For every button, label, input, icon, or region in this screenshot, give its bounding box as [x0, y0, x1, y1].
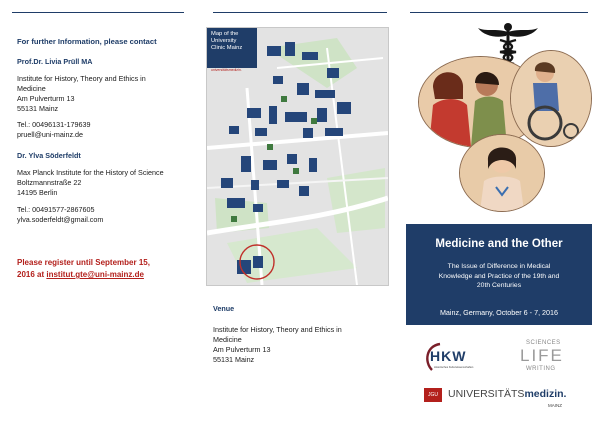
person1-address-2: Medicine — [17, 84, 46, 93]
cover-date: Mainz, Germany, October 6 - 7, 2016 — [439, 308, 559, 317]
um-wordmark — [448, 388, 566, 400]
cover-subtitle-line-2: Knowledge and Practice of the 19th and — [438, 272, 560, 280]
hkw-logo-small: Historisches Kulturwissenschaften — [434, 366, 474, 369]
illustration-circle-right — [510, 50, 592, 147]
map-label — [207, 28, 257, 68]
um-mainz: MAINZ — [548, 403, 562, 408]
life-sciences-logo — [514, 340, 564, 376]
universitaetsmedizin-logo — [424, 386, 574, 412]
register-line-1: Please register until September 15, — [17, 258, 150, 267]
illustration-circle-bottom — [459, 134, 545, 212]
person1-name: Prof.Dr. Livia Prüll MA — [17, 57, 93, 66]
register-line-2 — [17, 269, 144, 281]
top-rule-right — [410, 12, 588, 13]
hkw-logo-text: HKW — [430, 348, 467, 364]
cover-subtitle-line-1: The Issue of Difference in Medical — [447, 263, 551, 270]
venue-line-4: 55131 Mainz — [213, 355, 255, 364]
person1-address-1: Institute for History, Theory and Ethics in — [17, 74, 146, 83]
hkw-logo — [422, 340, 480, 376]
person1-address-4: 55131 Mainz — [17, 104, 59, 113]
register-email-link[interactable]: institut.gte@uni-mainz.de — [46, 270, 144, 279]
map-label-line-2: University — [211, 38, 237, 44]
venue-heading: Venue — [213, 304, 235, 313]
contact-panel — [0, 0, 200, 424]
um-word-a: UNIVERSITÄTS — [448, 388, 525, 400]
person2-tel: Tel.: 00491577-2867605 — [17, 205, 95, 214]
cover-title: Medicine and the Other — [435, 238, 563, 250]
um-word-b: medizin. — [524, 388, 567, 400]
sl-bot: WRITING — [526, 366, 556, 372]
wheelchair-figure-graphic — [511, 51, 591, 146]
person2-address-2: Boltzmannstraße 22 — [17, 178, 82, 187]
jgu-badge: JGU — [424, 388, 442, 402]
register-prefix: 2016 at — [17, 270, 47, 279]
map-brand-note: universitätsmedizin. — [211, 68, 242, 72]
venue-line-1: Institute for History, Theory and Ethics in — [213, 325, 342, 334]
person2-address-3: 14195 Berlin — [17, 188, 58, 197]
person2-email[interactable]: ylva.soderfeldt@gmail.com — [17, 215, 104, 224]
person1-tel: Tel.: 00496131-179639 — [17, 120, 91, 129]
campus-map — [206, 27, 389, 286]
top-rule-middle — [213, 12, 387, 13]
contact-heading: For further Information, please contact — [17, 37, 157, 46]
figure-portrait-graphic — [460, 135, 544, 211]
cover-subtitle — [416, 262, 582, 291]
person2-address-1: Max Planck Institute for the History of Science — [17, 168, 164, 177]
title-box — [406, 224, 592, 325]
person1-address-3: Am Pulverturm 13 — [17, 94, 75, 103]
sl-top: SCIENCES — [526, 340, 561, 346]
map-label-line-1: Map of the — [211, 31, 239, 37]
person1-email[interactable]: pruell@uni-mainz.de — [17, 130, 84, 139]
venue-line-2: Medicine — [213, 335, 242, 344]
sl-mid: LIFE — [520, 346, 564, 365]
venue-line-3: Am Pulverturm 13 — [213, 345, 271, 354]
cover-subtitle-line-3: 20th Centuries — [476, 282, 522, 289]
person2-name: Dr. Ylva Söderfeldt — [17, 151, 81, 160]
map-label-line-3: Clinic Mainz — [211, 45, 243, 51]
